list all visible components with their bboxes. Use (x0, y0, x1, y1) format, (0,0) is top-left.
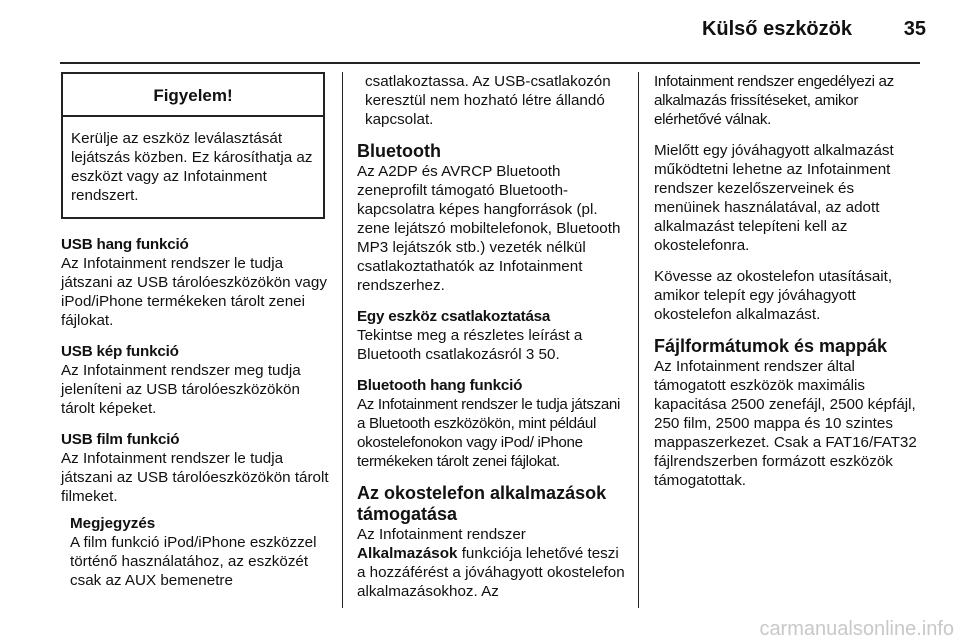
bt-audio-text: Az Infotainment rendszer le tudja játszani a Bluetooth eszközökön, mint például okostelefonokon vagy iPod/ iPhone termékeken tárolt zenei fájlokat. (357, 396, 621, 470)
warning-title: Figyelem! (63, 74, 323, 117)
formats-section (654, 336, 924, 490)
bluetooth-text: Az A2DP és AVRCP Bluetooth zeneprofilt támogató Bluetooth-kapcsolatra képes hangforrások (pl. zene lejátszó mobiltelefonok, Bluetooth MP3 lejátszók stb.) vezeték nélkül csatlakoztathatók az Infotainment rendszerhez. (357, 163, 621, 294)
formats-heading: Fájlformátumok és mappák (654, 336, 888, 356)
paragraph: Kövesse az okostelefon utasításait, amikor telepít egy jóváhagyott okostelefon alkalmazást. (654, 268, 893, 323)
watermark: carmanualsonline.info (759, 618, 954, 640)
usb-image-heading: USB kép funkció (61, 343, 179, 360)
page-number: 35 (903, 18, 926, 40)
usb-audio-section (61, 235, 329, 330)
usb-image-section (61, 342, 329, 418)
column-2 (357, 72, 625, 613)
usb-movie-heading: USB film funkció (61, 431, 180, 448)
column-3 (654, 72, 924, 502)
page-reference[interactable]: 50. (538, 346, 560, 363)
header-rule (60, 62, 920, 64)
continuation-text: Infotainment rendszer engedélyezi az alkalmazás frissítéseket, amikor elérhetővé válnak. (654, 73, 894, 128)
connect-heading: Egy eszköz csatlakoztatása (357, 308, 551, 325)
usb-movie-section (61, 430, 329, 506)
warning-text: Kerülje az eszköz leválasztását lejátszás közben. Ez károsíthatja az eszközt vagy az Infotainment rendszert. (71, 130, 313, 204)
page-reference-icon: 3 (525, 346, 535, 363)
connect-section (357, 307, 625, 364)
connect-text: Tekintse meg a részletes leírást a Bluetooth csatlakozásról (357, 327, 583, 363)
apps-bold-word: Alkalmazások (357, 545, 458, 562)
bt-audio-heading: Bluetooth hang funkció (357, 377, 523, 394)
warning-box (61, 72, 325, 219)
page-header-title: Külső eszközök (701, 18, 852, 40)
apps-text-before: Az Infotainment rendszer (357, 526, 526, 543)
bluetooth-section (357, 141, 625, 295)
usb-image-text: Az Infotainment rendszer meg tudja jeleníteni az USB tárolóeszközökön tárolt képeket. (61, 362, 301, 417)
usb-movie-text: Az Infotainment rendszer le tudja játszani az USB tárolóeszközökön tárolt filmeket. (61, 450, 329, 505)
apps-heading: Az okostelefon alkalmazások támogatása (357, 483, 607, 524)
apps-section (357, 483, 625, 601)
usb-audio-text: Az Infotainment rendszer le tudja játszani az USB tárolóeszközökön vagy iPod/iPhone termékeken tárolt zenei fájlokat. (61, 255, 327, 329)
note-block (70, 514, 329, 590)
note-heading: Megjegyzés (70, 515, 156, 532)
note-text: A film funkció iPod/iPhone eszközzel történő használatához, az eszközét csak az AUX bemenetre (70, 534, 317, 589)
apps-text-after: funkciója lehetővé teszi a hozzáférést a jóváhagyott okostelefon alkalmazásokhoz. Az (357, 545, 625, 600)
column-1 (61, 72, 329, 602)
continuation-text: csatlakoztassa. Az USB-csatlakozón keresztül nem hozható létre állandó kapcsolat. (365, 73, 611, 128)
column-divider (638, 72, 639, 608)
paragraph: Mielőtt egy jóváhagyott alkalmazást működtetni lehetne az Infotainment rendszer kezelőszerveinek és menüinek használatával, az adott alkalmazást telepíteni kell az okostelefonra. (654, 142, 894, 254)
bt-audio-section (357, 376, 625, 471)
column-divider (342, 72, 343, 608)
formats-text: Az Infotainment rendszer által támogatott eszközök maximális kapacitása 2500 zenefájl, 2500 képfájl, 250 film, 2500 mappa és 10 szintes mappaszerkezet. Csak a FAT16/FAT32 fájlrendszerben formázott eszközök támogatottak. (654, 358, 917, 489)
usb-audio-heading: USB hang funkció (61, 236, 189, 253)
bluetooth-heading: Bluetooth (357, 141, 441, 161)
